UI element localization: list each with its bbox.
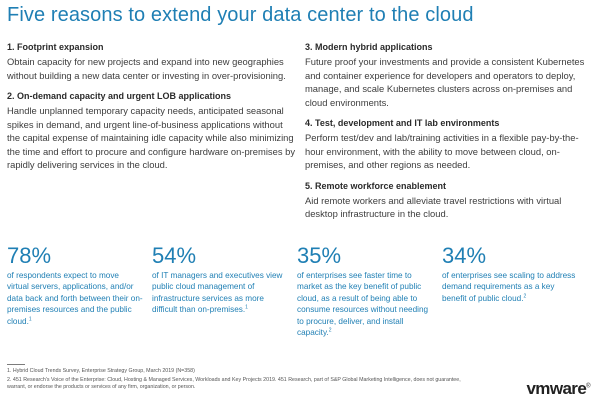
reason-heading: 4. Test, development and IT lab environments bbox=[305, 118, 500, 128]
stat-34 bbox=[442, 244, 587, 338]
reason-on-demand-capacity bbox=[7, 91, 297, 172]
stat-54 bbox=[152, 244, 297, 338]
reason-test-dev-lab bbox=[305, 118, 590, 172]
reason-body: Handle unplanned temporary capacity needs, anticipated seasonal spikes in demand, and urgent line-of-business applications without the capital expense of maintaining idle capacity while also minimizing the time and effort to procure and configure hardware on-premises by rapidly delivering services in the cloud. bbox=[7, 105, 296, 170]
footnote-divider bbox=[7, 364, 25, 365]
stats-row bbox=[7, 244, 587, 338]
reason-remote-workforce bbox=[305, 181, 590, 221]
footnote-ref: 1 bbox=[245, 304, 248, 311]
stat-value: 35% bbox=[297, 243, 342, 268]
stat-description: of respondents expect to move virtual servers, applications, and/or data back and forth between their on-premises resources and the public cloud.$^1$ bbox=[7, 271, 143, 326]
footnote-ref: 2 bbox=[328, 327, 332, 334]
footnote-ref: 1 bbox=[28, 315, 32, 322]
reason-heading: 2. On-demand capacity and urgent LOB applications bbox=[7, 91, 232, 101]
reasons-right-column bbox=[305, 42, 590, 230]
reason-body: Obtain capacity for new projects and expand into new geographies without building a new data center or investing in over-provisioning. bbox=[7, 56, 286, 81]
page-title: Five reasons to extend your data center to the cloud bbox=[7, 4, 474, 26]
stat-value: 54% bbox=[152, 243, 197, 268]
stat-description: of enterprises see faster time to market as the key benefit of public cloud, as a result of being able to consume resources without needing to procure, deliver, and install capacity.$^2$ bbox=[297, 271, 429, 338]
stat-description: of enterprises see scaling to address demand requirements as a key benefit of public cloud.$^2$ bbox=[442, 271, 576, 303]
footnote-ref: 2 bbox=[523, 293, 527, 300]
reason-footprint-expansion bbox=[7, 42, 297, 82]
stat-value: 78% bbox=[7, 243, 52, 268]
reason-heading: 1. Footprint expansion bbox=[7, 42, 104, 52]
reason-heading: 5. Remote workforce enablement bbox=[305, 180, 447, 191]
reasons-section bbox=[7, 42, 597, 230]
footnote-2: 2. 451 Research's Voice of the Enterprise: Cloud, Hosting & Managed Services, Workloads and Key Projects 2019. 451 Research, part of S&P Global Marketing Intelligence, does not guarantee, warrant, or endorse the products or services of any firm, organization, or person. bbox=[7, 376, 461, 390]
reason-body: Perform test/dev and lab/training activities in a flexible pay-by-the-hour environment, with the ability to move between cloud, on-premises, and other regions as needed. bbox=[305, 132, 579, 170]
footnote-1: 1. Hybrid Cloud Trends Survey, Enterprise Strategy Group, March 2019 (N=358) bbox=[7, 368, 195, 374]
stat-78 bbox=[7, 244, 152, 338]
vmware-logo: vmware® bbox=[526, 379, 590, 398]
reason-modern-hybrid-apps bbox=[305, 42, 590, 109]
reason-body: Aid remote workers and alleviate travel restrictions with virtual desktop infrastructure in the cloud. bbox=[305, 194, 562, 219]
stat-35 bbox=[297, 244, 442, 338]
reasons-left-column bbox=[7, 42, 297, 230]
stat-value: 34% bbox=[442, 243, 487, 268]
footnotes bbox=[7, 368, 477, 393]
reason-heading: 3. Modern hybrid applications bbox=[305, 42, 433, 52]
reason-body: Future proof your investments and provide a consistent Kubernetes and container experience for developers and operators to deploy, manage, and scale Kubernetes clusters across on-premises and cloud environments. bbox=[305, 56, 585, 108]
stat-description: of IT managers and executives view public cloud management of infrastructure services as more difficult than on-premises.$^1$ bbox=[152, 271, 283, 315]
